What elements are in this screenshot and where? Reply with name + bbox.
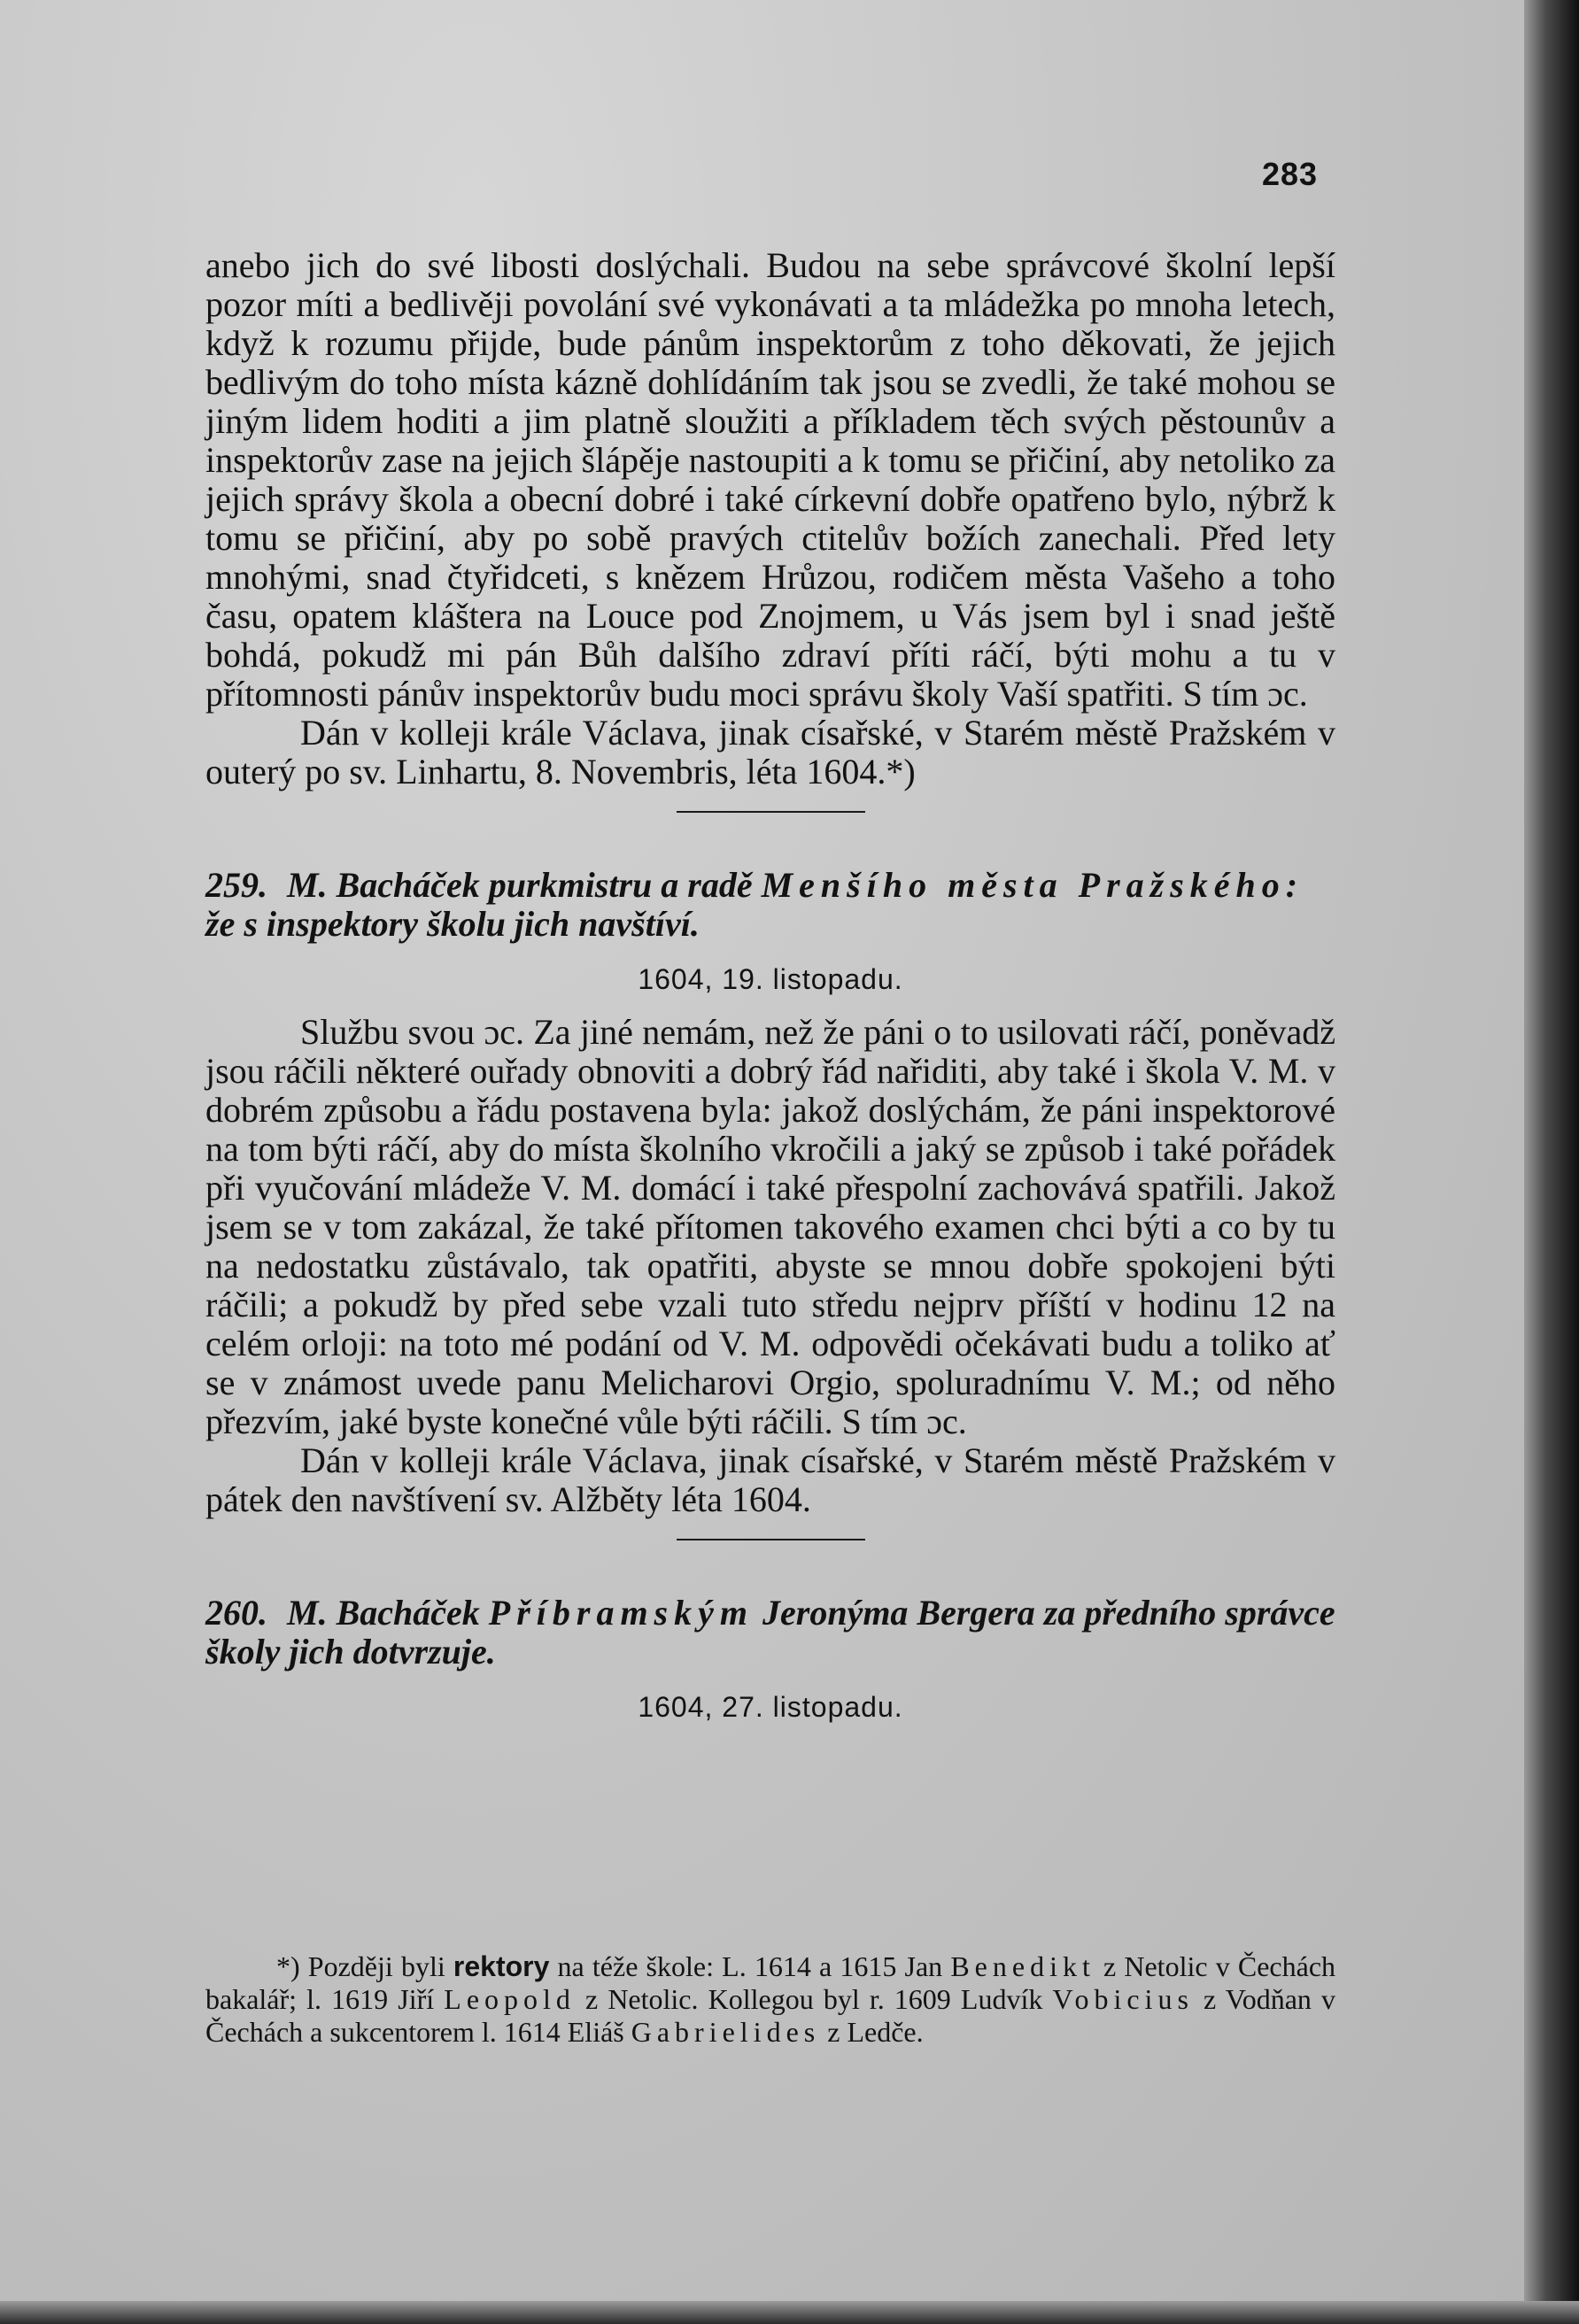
continuation-closing: Dán v kolleji krále Václava, jinak císařské, v Starém městě Pražském v outerý po sv. Linhartu, 8. Novembris, léta 1604.*) xyxy=(205,713,1335,791)
letter-259-closing: Dán v kolleji krále Václava, jinak císařské, v Starém městě Pražském v pátek den navštívení sv. Alžběty léta 1604. xyxy=(205,1440,1335,1519)
main-text xyxy=(205,246,1335,1741)
letter-260-date: 1604, 27. listopadu. xyxy=(638,1691,903,1723)
footnote-segment: na téže škole: L. 1614 a 1615 Jan xyxy=(549,1950,951,1982)
footnote-segment: z Netolic. Kollegou byl r. 1609 Ludvík xyxy=(575,1983,1053,2015)
letter-259-heading-spaced: Menšího města Pražského xyxy=(761,865,1286,905)
letter-260-heading-part2: Jeronýma Bergera za předního správce školy jich dotvrzuje. xyxy=(205,1593,1335,1672)
footnote-bold-word: rektory xyxy=(453,1950,550,1982)
section-divider xyxy=(677,811,865,813)
letter-259-heading-part1: M. Bacháček purkmistru a radě xyxy=(287,865,762,905)
letter-260-number: 260. xyxy=(205,1593,267,1633)
letter-260-heading-part1: M. Bacháček xyxy=(287,1593,489,1633)
footnote-name: Benedikt xyxy=(950,1950,1095,1982)
footnote-name: Vobicius xyxy=(1052,1983,1194,2015)
footnote-text xyxy=(205,1950,1335,2049)
letter-259-heading xyxy=(205,866,1335,944)
footnote-segment: z Ledče. xyxy=(820,2016,924,2048)
page-bottom-edge xyxy=(0,2301,1579,2324)
letter-260-heading xyxy=(205,1594,1335,1672)
footnote xyxy=(205,1950,1335,2049)
page-number: 283 xyxy=(1262,156,1319,192)
footnote-name: Gabrielides xyxy=(631,2016,821,2048)
footnote-segment: z Netolic v Čechách bakalář; l. 1619 Jiří xyxy=(205,1950,1336,2015)
footnote-segment: Později byli xyxy=(299,1950,453,1982)
letter-260-heading-spaced: Příbramským xyxy=(488,1593,754,1633)
letter-259-date: 1604, 19. listopadu. xyxy=(638,963,903,995)
footnote-marker: *) xyxy=(276,1950,300,1982)
page-edge-shadow xyxy=(1524,0,1579,2324)
section-divider xyxy=(677,1539,865,1540)
footnote-segment: z Vodňan v Čechách a sukcentorem l. 1614 Eliáš xyxy=(205,1983,1336,2048)
letter-259-body: Službu svou ɔc. Za jiné nemám, než že páni o to usilovati ráčí, poněvadž jsou ráčili některé ouřady obnoviti a dobrý řád nařiditi, aby také i škola V. M. v dobrém způsobu a řádu postavena byla: jakož doslýchám, že páni inspektorové na tom býti ráčí, aby do místa školního vkročili a jaký se způsob i také pořádek při vyučování mládeže V. M. domácí i také přespolní zachovává spatřili. Jakož jsem se v tom zakázal, že také přítomen takového examen chci býti a co by tu na nedostatku zůstávalo, tak opatřiti, abyste se mnou dobře spokojeni býti ráčili; a pokudž by před sebe vzali tuto středu nejprv příští v hodinu 12 na celém orloji: na toto mé podání od V. M. odpovědi očekávati budu a toliko ať se v známost uvede panu Melicharovi Orgio, spoluradnímu V. M.; od něho přezvím, jaké byste konečné vůle býti ráčili. S tím ɔc. xyxy=(205,1012,1335,1441)
letter-259-heading-part2: : že s inspektory školu jich navštíví. xyxy=(205,865,1298,944)
letter-259-number: 259. xyxy=(205,865,267,905)
footnote-name: Leopold xyxy=(444,1983,576,2015)
continuation-paragraph: anebo jich do své libosti doslýchali. Budou na sebe správcové školní lepší pozor míti a bedlivěji povolání své vykonávati a ta mládežka po mnoha letech, když k rozumu přijde, bude pánům inspektorům z toho děkovati, že jejich bedlivým do toho místa kázně dohlídáním tak jsou se zvedli, že také mohou se jiným lidem hoditi a jim platně sloužiti a příkladem těch svých pěstounův a inspektorův zase na jejich šlápěje nastoupiti a k tomu se přičiní, aby netoliko za jejich správy škola a obecní dobré i také církevní dobře opatřeno bylo, nýbrž k tomu se přičiní, aby po sobě pravých ctitelův božích zanechali. Před lety mnohými, snad čtyřidceti, s knězem Hrůzou, rodičem města Vašeho a toho času, opatem kláštera na Louce pod Znojmem, u Vás jsem byl i snad ještě bohdá, pokudž mi pán Bůh dalšího zdraví příti ráčí, býti mohu a tu v přítomnosti pánův inspektorův budu moci správu školy Vaší spatřiti. S tím ɔc. xyxy=(205,245,1335,714)
